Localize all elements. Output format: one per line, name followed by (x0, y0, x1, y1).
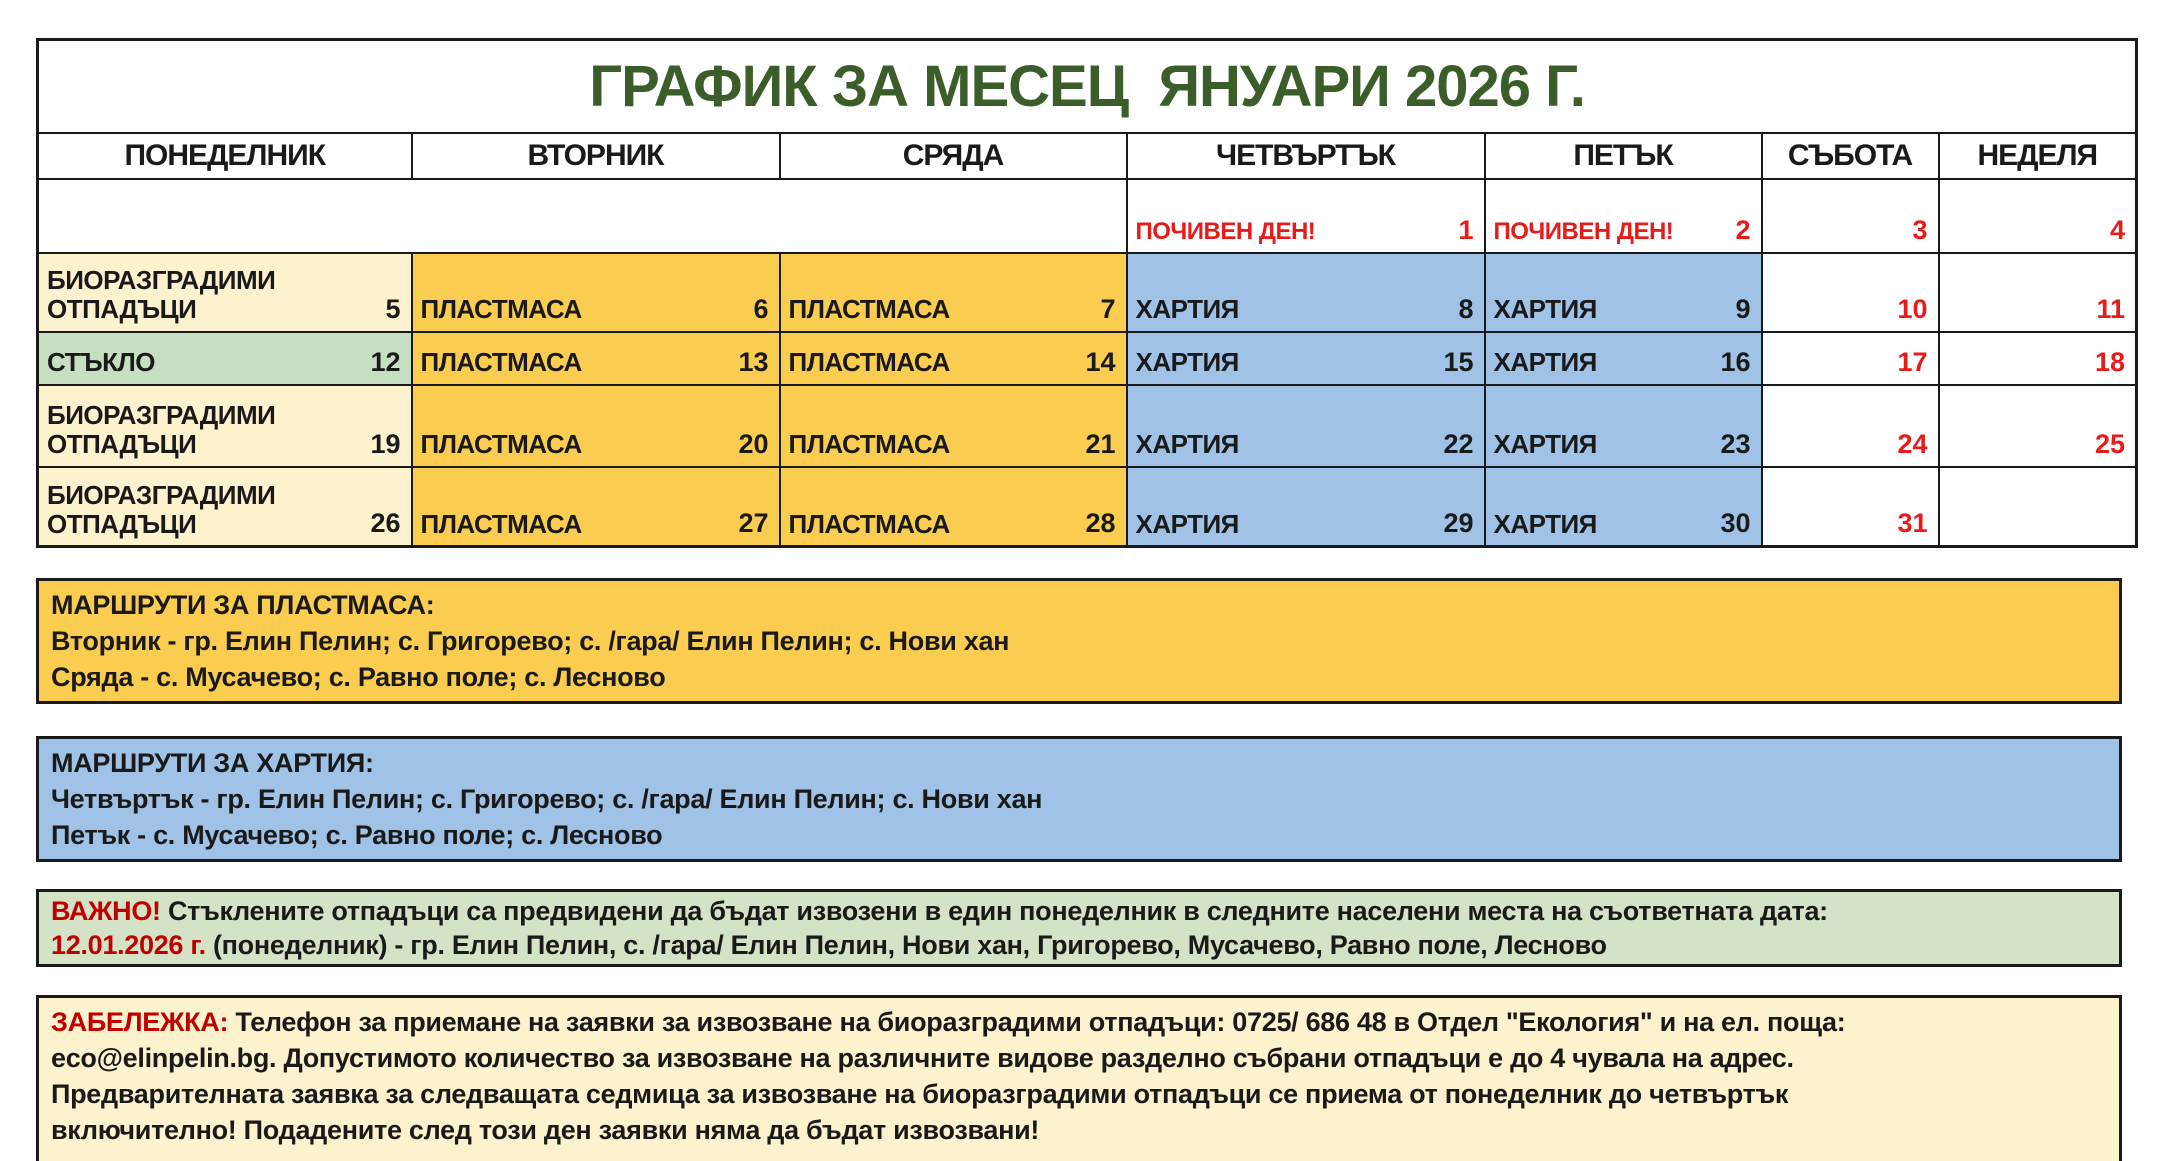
plastic-routes-box (36, 578, 2122, 704)
waste-type-label: БИОРАЗГРАДИМИ ОТПАДЪЦИ (47, 265, 276, 325)
schedule-table (36, 38, 2138, 548)
waste-type-label: ХАРТИЯ (1135, 347, 1239, 378)
paper-routes-title: МАРШРУТИ ЗА ХАРТИЯ: (51, 748, 374, 778)
date-number: 4 (2110, 214, 2126, 245)
waste-type-label: ХАРТИЯ (1135, 294, 1239, 325)
calendar-cell-21 (780, 385, 1127, 467)
title-cell (38, 40, 2137, 133)
calendar-cell-2 (1485, 179, 1762, 253)
week-row-3 (38, 332, 2137, 385)
waste-type-label: ПЛАСТМАСА (420, 294, 582, 325)
waste-type-label: БИОРАЗГРАДИМИ ОТПАДЪЦИ (47, 479, 276, 539)
remark-text: Телефон за приемане на заявки за извозване на биоразградими отпадъци: 0725/ 686 48 в Отдел "Екология" и на ел. поща: (228, 1007, 1846, 1037)
remark-box (36, 995, 2122, 1161)
calendar-cell-9 (1485, 253, 1762, 332)
calendar-cell-14 (780, 332, 1127, 385)
date-number: 31 (1897, 508, 1928, 538)
waste-type-label: СТЪКЛО (47, 347, 155, 378)
date-number: 25 (2095, 428, 2126, 459)
remark-line: Предварителната заявка за следващата седмица за извозване на биоразградими отпадъци се приема от понеделник до четвъртък (51, 1079, 1789, 1109)
date-number: 30 (1720, 508, 1751, 538)
calendar-cell-31 (1762, 467, 1939, 547)
calendar-cell-13 (412, 332, 780, 385)
calendar-cell-12 (38, 332, 412, 385)
waste-type-label: ПЛАСТМАСА (788, 347, 950, 378)
paper-routes-box (36, 736, 2122, 862)
calendar-cell-4 (1939, 179, 2137, 253)
remark-keyword: ЗАБЕЛЕЖКА: (51, 1007, 229, 1037)
calendar-cell-17 (1762, 332, 1939, 385)
plastic-routes-line: Сряда - с. Мусачево; с. Равно поле; с. Лесново (51, 662, 666, 692)
calendar-cell-26 (38, 467, 412, 547)
calendar-cell-29 (1127, 467, 1485, 547)
date-number: 29 (1443, 508, 1474, 538)
date-number: 8 (1458, 293, 1474, 324)
date-number: 7 (1100, 293, 1116, 324)
waste-type-label: ПЛАСТМАСА (788, 429, 950, 460)
calendar-cell-25 (1939, 385, 2137, 467)
waste-type-label: ПЛАСТМАСА (420, 508, 582, 539)
waste-type-label: БИОРАЗГРАДИМИ ОТПАДЪЦИ (47, 400, 276, 460)
date-number: 18 (2095, 346, 2126, 377)
week-row-2 (38, 253, 2137, 332)
date-number: 16 (1720, 346, 1751, 377)
day-header-2: ВТОРНИК (412, 133, 780, 179)
remark-line: включително! Подадените след този ден заявки няма да бъдат извозвани! (51, 1115, 1040, 1145)
waste-type-label: ПЛАСТМАСА (420, 347, 582, 378)
plastic-routes-line: Вторник - гр. Елин Пелин; с. Григорево; с. /гара/ Елин Пелин; с. Нови хан (51, 626, 1010, 656)
important-box (36, 889, 2122, 967)
day-header-row (38, 133, 2137, 179)
day-header-1: ПОНЕДЕЛНИК (38, 133, 412, 179)
calendar-cell-11 (1939, 253, 2137, 332)
calendar-cell-20 (412, 385, 780, 467)
waste-type-label: ХАРТИЯ (1493, 294, 1597, 325)
date-number: 11 (2096, 293, 2126, 324)
calendar-cell-24 (1762, 385, 1939, 467)
calendar-cell-6 (412, 253, 780, 332)
date-number: 6 (753, 293, 769, 324)
calendar-cell-empty (1939, 467, 2137, 547)
date-number: 17 (1897, 346, 1928, 377)
day-header-6: СЪБОТА (1762, 133, 1939, 179)
date-number: 12 (370, 346, 401, 377)
paper-routes-line: Четвъртък - гр. Елин Пелин; с. Григорево; с. /гара/ Елин Пелин; с. Нови хан (51, 784, 1043, 814)
date-number: 1 (1458, 214, 1474, 245)
day-header-7: НЕДЕЛЯ (1939, 133, 2137, 179)
calendar-cell-7 (780, 253, 1127, 332)
date-number: 20 (738, 428, 769, 459)
week-row-1 (38, 179, 2137, 253)
calendar-cell-8 (1127, 253, 1485, 332)
date-number: 5 (385, 293, 401, 324)
waste-type-label: ПЛАСТМАСА (788, 294, 950, 325)
date-number: 19 (370, 428, 401, 459)
calendar-cell-16 (1485, 332, 1762, 385)
waste-type-label: ПОЧИВЕН ДЕН! (1135, 217, 1316, 245)
day-header-5: ПЕТЪК (1485, 133, 1762, 179)
waste-type-label: ХАРТИЯ (1493, 508, 1597, 539)
date-number: 22 (1443, 428, 1474, 459)
important-line (51, 928, 2107, 962)
date-number: 27 (738, 508, 769, 538)
date-number: 15 (1443, 346, 1474, 377)
day-header-3: СРЯДА (780, 133, 1127, 179)
calendar-cell-27 (412, 467, 780, 547)
calendar-cell-19 (38, 385, 412, 467)
waste-type-label: ХАРТИЯ (1493, 347, 1597, 378)
date-number: 14 (1085, 346, 1116, 377)
date-number: 24 (1897, 428, 1928, 459)
waste-type-label: ХАРТИЯ (1493, 429, 1597, 460)
date-number: 2 (1735, 214, 1751, 245)
week-row-4 (38, 385, 2137, 467)
date-number: 9 (1735, 293, 1751, 324)
important-line (51, 894, 2107, 928)
important-date: 12.01.2026 г. (51, 930, 206, 960)
day-header-4: ЧЕТВЪРТЪК (1127, 133, 1485, 179)
calendar-cell-15 (1127, 332, 1485, 385)
important-keyword: ВАЖНО! (51, 896, 161, 926)
calendar-cell-30 (1485, 467, 1762, 547)
date-number: 21 (1085, 428, 1116, 459)
date-number: 26 (370, 508, 401, 538)
calendar-cell-3 (1762, 179, 1939, 253)
calendar-cell-empty (38, 179, 1127, 253)
paper-routes-line: Петък - с. Мусачево; с. Равно поле; с. Лесново (51, 820, 663, 850)
important-text: (понеделник) - гр. Елин Пелин, с. /гара/ Елин Пелин, Нови хан, Григорево, Мусачево, Равно поле, Лесново (205, 930, 1607, 960)
date-number: 28 (1085, 508, 1116, 538)
calendar-cell-22 (1127, 385, 1485, 467)
date-number: 13 (738, 346, 769, 377)
waste-type-label: ПЛАСТМАСА (788, 508, 950, 539)
important-text: Стъклените отпадъци са предвидени да бъдат извозени в един понеделник в следните населени места на съответната дата: (160, 896, 1828, 926)
calendar-cell-23 (1485, 385, 1762, 467)
date-number: 10 (1897, 293, 1928, 324)
title-row (38, 40, 2137, 133)
remark-line: eco@elinpelin.bg. Допустимото количество за извозване на различните видове разделно събрани отпадъци е до 4 чувала на адрес. (51, 1043, 1794, 1073)
waste-type-label: ХАРТИЯ (1135, 429, 1239, 460)
plastic-routes-title: МАРШРУТИ ЗА ПЛАСТМАСА: (51, 590, 435, 620)
waste-type-label: ПОЧИВЕН ДЕН! (1493, 217, 1674, 245)
calendar-cell-1 (1127, 179, 1485, 253)
waste-type-label: ХАРТИЯ (1135, 508, 1239, 539)
date-number: 3 (1912, 214, 1928, 245)
calendar-cell-28 (780, 467, 1127, 547)
waste-type-label: ПЛАСТМАСА (420, 429, 582, 460)
date-number: 23 (1720, 428, 1751, 459)
calendar-cell-10 (1762, 253, 1939, 332)
week-row-5 (38, 467, 2137, 547)
calendar-cell-5 (38, 253, 412, 332)
calendar-cell-18 (1939, 332, 2137, 385)
page-title: ГРАФИК ЗА МЕСЕЦ ЯНУАРИ 2026 Г. (589, 53, 1585, 119)
remark-line (51, 1004, 2107, 1040)
